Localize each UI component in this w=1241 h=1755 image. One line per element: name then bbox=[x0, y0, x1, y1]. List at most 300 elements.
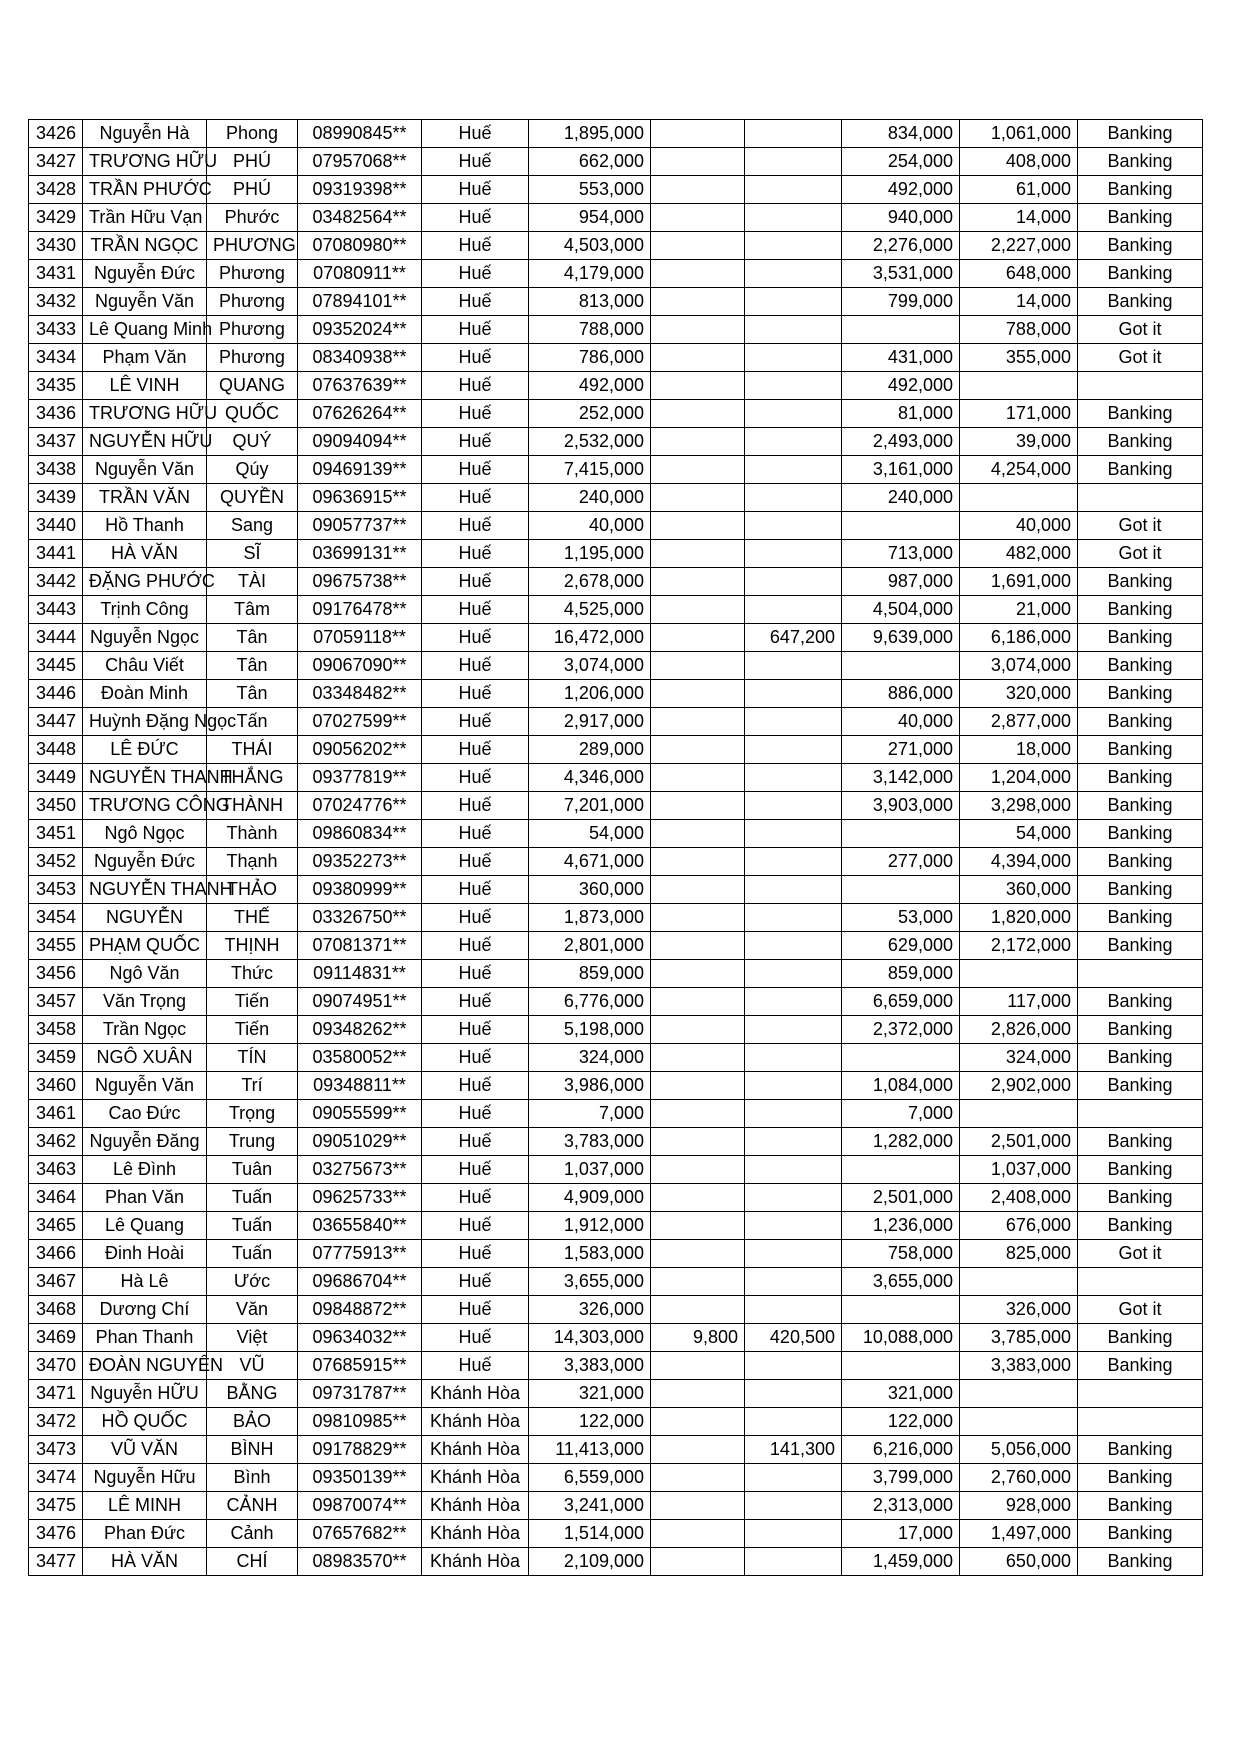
row-number-cell: 3431 bbox=[29, 260, 83, 288]
amount-col-4-cell: 1,691,000 bbox=[960, 568, 1078, 596]
total-amount-cell: 360,000 bbox=[529, 876, 651, 904]
amount-col-2-cell bbox=[745, 1184, 842, 1212]
payment-method-cell bbox=[1078, 484, 1203, 512]
family-name-cell: TRẦN NGỌC bbox=[83, 232, 207, 260]
row-number-cell: 3459 bbox=[29, 1044, 83, 1072]
amount-col-4-cell: 5,056,000 bbox=[960, 1436, 1078, 1464]
total-amount-cell: 813,000 bbox=[529, 288, 651, 316]
family-name-cell: TRƯƠNG HỮU bbox=[83, 148, 207, 176]
payment-method-cell: Banking bbox=[1078, 260, 1203, 288]
amount-col-4-cell: 676,000 bbox=[960, 1212, 1078, 1240]
amount-col-4-cell: 21,000 bbox=[960, 596, 1078, 624]
phone-cell: 07685915** bbox=[298, 1352, 422, 1380]
row-number-cell: 3436 bbox=[29, 400, 83, 428]
phone-cell: 03655840** bbox=[298, 1212, 422, 1240]
family-name-cell: ĐOÀN NGUYÊN bbox=[83, 1352, 207, 1380]
phone-cell: 09178829** bbox=[298, 1436, 422, 1464]
phone-cell: 09860834** bbox=[298, 820, 422, 848]
phone-cell: 07081371** bbox=[298, 932, 422, 960]
amount-col-1-cell bbox=[651, 120, 745, 148]
family-name-cell: HỒ QUỐC bbox=[83, 1408, 207, 1436]
amount-col-4-cell: 650,000 bbox=[960, 1548, 1078, 1576]
amount-col-3-cell: 713,000 bbox=[842, 540, 960, 568]
row-number-cell: 3447 bbox=[29, 708, 83, 736]
phone-cell: 03275673** bbox=[298, 1156, 422, 1184]
payment-method-cell bbox=[1078, 372, 1203, 400]
phone-cell: 09380999** bbox=[298, 876, 422, 904]
table-row bbox=[29, 708, 1203, 736]
given-name-cell: Tuấn bbox=[207, 1240, 298, 1268]
total-amount-cell: 3,655,000 bbox=[529, 1268, 651, 1296]
family-name-cell: LÊ MINH bbox=[83, 1492, 207, 1520]
amount-col-4-cell: 648,000 bbox=[960, 260, 1078, 288]
phone-cell: 07024776** bbox=[298, 792, 422, 820]
row-number-cell: 3429 bbox=[29, 204, 83, 232]
province-cell: Khánh Hòa bbox=[422, 1520, 529, 1548]
payment-method-cell: Banking bbox=[1078, 876, 1203, 904]
table-row bbox=[29, 1408, 1203, 1436]
province-cell: Huế bbox=[422, 988, 529, 1016]
family-name-cell: Hồ Thanh bbox=[83, 512, 207, 540]
total-amount-cell: 4,671,000 bbox=[529, 848, 651, 876]
row-number-cell: 3465 bbox=[29, 1212, 83, 1240]
payment-method-cell bbox=[1078, 1408, 1203, 1436]
payment-method-cell: Banking bbox=[1078, 680, 1203, 708]
province-cell: Huế bbox=[422, 204, 529, 232]
amount-col-2-cell bbox=[745, 1044, 842, 1072]
payment-method-cell: Banking bbox=[1078, 428, 1203, 456]
total-amount-cell: 3,383,000 bbox=[529, 1352, 651, 1380]
row-number-cell: 3440 bbox=[29, 512, 83, 540]
amount-col-4-cell: 3,785,000 bbox=[960, 1324, 1078, 1352]
amount-col-2-cell bbox=[745, 1492, 842, 1520]
amount-col-2-cell bbox=[745, 540, 842, 568]
amount-col-3-cell: 1,084,000 bbox=[842, 1072, 960, 1100]
total-amount-cell: 1,037,000 bbox=[529, 1156, 651, 1184]
table-row bbox=[29, 1352, 1203, 1380]
province-cell: Huế bbox=[422, 1184, 529, 1212]
amount-col-2-cell bbox=[745, 960, 842, 988]
amount-col-4-cell bbox=[960, 484, 1078, 512]
province-cell: Huế bbox=[422, 1044, 529, 1072]
amount-col-4-cell: 320,000 bbox=[960, 680, 1078, 708]
data-table bbox=[28, 119, 1203, 1576]
amount-col-4-cell: 54,000 bbox=[960, 820, 1078, 848]
row-number-cell: 3445 bbox=[29, 652, 83, 680]
amount-col-1-cell bbox=[651, 1296, 745, 1324]
phone-cell: 07775913** bbox=[298, 1240, 422, 1268]
family-name-cell: Nguyễn Đức bbox=[83, 260, 207, 288]
amount-col-2-cell bbox=[745, 1268, 842, 1296]
total-amount-cell: 4,346,000 bbox=[529, 764, 651, 792]
given-name-cell: THỊNH bbox=[207, 932, 298, 960]
given-name-cell: PHƯƠNG bbox=[207, 232, 298, 260]
family-name-cell: Nguyễn Văn bbox=[83, 288, 207, 316]
given-name-cell: Tiến bbox=[207, 988, 298, 1016]
family-name-cell: TRẦN VĂN bbox=[83, 484, 207, 512]
payment-method-cell: Got it bbox=[1078, 316, 1203, 344]
payment-method-cell: Banking bbox=[1078, 904, 1203, 932]
row-number-cell: 3467 bbox=[29, 1268, 83, 1296]
total-amount-cell: 492,000 bbox=[529, 372, 651, 400]
amount-col-4-cell: 3,383,000 bbox=[960, 1352, 1078, 1380]
amount-col-2-cell bbox=[745, 932, 842, 960]
amount-col-3-cell: 6,216,000 bbox=[842, 1436, 960, 1464]
phone-cell: 03580052** bbox=[298, 1044, 422, 1072]
amount-col-3-cell: 53,000 bbox=[842, 904, 960, 932]
family-name-cell: Nguyễn Hữu bbox=[83, 1464, 207, 1492]
table-row bbox=[29, 316, 1203, 344]
amount-col-4-cell bbox=[960, 1408, 1078, 1436]
payment-method-cell: Banking bbox=[1078, 232, 1203, 260]
table-row bbox=[29, 848, 1203, 876]
amount-col-4-cell: 6,186,000 bbox=[960, 624, 1078, 652]
given-name-cell: THẾ bbox=[207, 904, 298, 932]
amount-col-2-cell bbox=[745, 1520, 842, 1548]
amount-col-4-cell: 2,172,000 bbox=[960, 932, 1078, 960]
amount-col-1-cell bbox=[651, 204, 745, 232]
total-amount-cell: 1,895,000 bbox=[529, 120, 651, 148]
row-number-cell: 3444 bbox=[29, 624, 83, 652]
amount-col-3-cell: 431,000 bbox=[842, 344, 960, 372]
total-amount-cell: 1,873,000 bbox=[529, 904, 651, 932]
row-number-cell: 3471 bbox=[29, 1380, 83, 1408]
amount-col-4-cell: 4,254,000 bbox=[960, 456, 1078, 484]
row-number-cell: 3452 bbox=[29, 848, 83, 876]
phone-cell: 09352024** bbox=[298, 316, 422, 344]
row-number-cell: 3453 bbox=[29, 876, 83, 904]
amount-col-3-cell: 886,000 bbox=[842, 680, 960, 708]
amount-col-4-cell: 117,000 bbox=[960, 988, 1078, 1016]
total-amount-cell: 3,241,000 bbox=[529, 1492, 651, 1520]
total-amount-cell: 2,801,000 bbox=[529, 932, 651, 960]
payment-method-cell bbox=[1078, 1100, 1203, 1128]
given-name-cell: Tuấn bbox=[207, 1212, 298, 1240]
total-amount-cell: 2,917,000 bbox=[529, 708, 651, 736]
amount-col-3-cell: 3,655,000 bbox=[842, 1268, 960, 1296]
province-cell: Huế bbox=[422, 428, 529, 456]
given-name-cell: Thức bbox=[207, 960, 298, 988]
amount-col-3-cell: 321,000 bbox=[842, 1380, 960, 1408]
table-row bbox=[29, 736, 1203, 764]
row-number-cell: 3427 bbox=[29, 148, 83, 176]
province-cell: Huế bbox=[422, 680, 529, 708]
row-number-cell: 3430 bbox=[29, 232, 83, 260]
amount-col-3-cell: 2,493,000 bbox=[842, 428, 960, 456]
amount-col-4-cell: 1,820,000 bbox=[960, 904, 1078, 932]
table-row bbox=[29, 372, 1203, 400]
family-name-cell: Đinh Hoài bbox=[83, 1240, 207, 1268]
amount-col-4-cell: 326,000 bbox=[960, 1296, 1078, 1324]
phone-cell: 09469139** bbox=[298, 456, 422, 484]
province-cell: Huế bbox=[422, 1296, 529, 1324]
province-cell: Huế bbox=[422, 176, 529, 204]
family-name-cell: Nguyễn Văn bbox=[83, 1072, 207, 1100]
province-cell: Huế bbox=[422, 1324, 529, 1352]
province-cell: Huế bbox=[422, 288, 529, 316]
amount-col-3-cell bbox=[842, 652, 960, 680]
amount-col-2-cell bbox=[745, 876, 842, 904]
row-number-cell: 3428 bbox=[29, 176, 83, 204]
amount-col-1-cell bbox=[651, 904, 745, 932]
amount-col-4-cell: 2,501,000 bbox=[960, 1128, 1078, 1156]
total-amount-cell: 788,000 bbox=[529, 316, 651, 344]
phone-cell: 09625733** bbox=[298, 1184, 422, 1212]
phone-cell: 09114831** bbox=[298, 960, 422, 988]
total-amount-cell: 2,532,000 bbox=[529, 428, 651, 456]
row-number-cell: 3435 bbox=[29, 372, 83, 400]
phone-cell: 09731787** bbox=[298, 1380, 422, 1408]
province-cell: Huế bbox=[422, 736, 529, 764]
amount-col-3-cell bbox=[842, 1156, 960, 1184]
amount-col-1-cell bbox=[651, 988, 745, 1016]
row-number-cell: 3426 bbox=[29, 120, 83, 148]
table-row bbox=[29, 1296, 1203, 1324]
province-cell: Huế bbox=[422, 624, 529, 652]
total-amount-cell: 326,000 bbox=[529, 1296, 651, 1324]
phone-cell: 09810985** bbox=[298, 1408, 422, 1436]
family-name-cell: NGÔ XUÂN bbox=[83, 1044, 207, 1072]
total-amount-cell: 1,514,000 bbox=[529, 1520, 651, 1548]
province-cell: Huế bbox=[422, 764, 529, 792]
family-name-cell: Ngô Văn bbox=[83, 960, 207, 988]
given-name-cell: Tân bbox=[207, 652, 298, 680]
table-row bbox=[29, 1324, 1203, 1352]
province-cell: Huế bbox=[422, 1016, 529, 1044]
amount-col-1-cell bbox=[651, 1128, 745, 1156]
given-name-cell: Trọng bbox=[207, 1100, 298, 1128]
phone-cell: 09067090** bbox=[298, 652, 422, 680]
amount-col-2-cell bbox=[745, 1296, 842, 1324]
given-name-cell: Việt bbox=[207, 1324, 298, 1352]
payment-method-cell: Got it bbox=[1078, 512, 1203, 540]
row-number-cell: 3475 bbox=[29, 1492, 83, 1520]
family-name-cell: Lê Quang Minh bbox=[83, 316, 207, 344]
amount-col-3-cell: 254,000 bbox=[842, 148, 960, 176]
amount-col-2-cell bbox=[745, 1100, 842, 1128]
phone-cell: 09350139** bbox=[298, 1464, 422, 1492]
row-number-cell: 3443 bbox=[29, 596, 83, 624]
province-cell: Khánh Hòa bbox=[422, 1380, 529, 1408]
amount-col-3-cell: 987,000 bbox=[842, 568, 960, 596]
table-row bbox=[29, 1520, 1203, 1548]
given-name-cell: Phương bbox=[207, 316, 298, 344]
amount-col-1-cell bbox=[651, 1240, 745, 1268]
amount-col-1-cell bbox=[651, 1548, 745, 1576]
amount-col-2-cell bbox=[745, 652, 842, 680]
table-row bbox=[29, 232, 1203, 260]
phone-cell: 07626264** bbox=[298, 400, 422, 428]
table-row bbox=[29, 960, 1203, 988]
amount-col-1-cell bbox=[651, 344, 745, 372]
row-number-cell: 3463 bbox=[29, 1156, 83, 1184]
given-name-cell: PHÚ bbox=[207, 176, 298, 204]
table-row bbox=[29, 1156, 1203, 1184]
given-name-cell: SĨ bbox=[207, 540, 298, 568]
total-amount-cell: 240,000 bbox=[529, 484, 651, 512]
amount-col-2-cell bbox=[745, 512, 842, 540]
amount-col-2-cell bbox=[745, 316, 842, 344]
table-row bbox=[29, 1100, 1203, 1128]
table-body bbox=[29, 120, 1203, 1576]
province-cell: Huế bbox=[422, 1072, 529, 1100]
table-row bbox=[29, 400, 1203, 428]
family-name-cell: ĐẶNG PHƯỚC bbox=[83, 568, 207, 596]
amount-col-4-cell: 928,000 bbox=[960, 1492, 1078, 1520]
province-cell: Huế bbox=[422, 148, 529, 176]
amount-col-4-cell bbox=[960, 1380, 1078, 1408]
amount-col-2-cell bbox=[745, 764, 842, 792]
amount-col-2-cell bbox=[745, 1128, 842, 1156]
given-name-cell: Tân bbox=[207, 624, 298, 652]
amount-col-3-cell: 10,088,000 bbox=[842, 1324, 960, 1352]
province-cell: Huế bbox=[422, 932, 529, 960]
amount-col-1-cell bbox=[651, 1492, 745, 1520]
payment-method-cell bbox=[1078, 1380, 1203, 1408]
amount-col-4-cell bbox=[960, 1100, 1078, 1128]
total-amount-cell: 4,179,000 bbox=[529, 260, 651, 288]
given-name-cell: Thạnh bbox=[207, 848, 298, 876]
row-number-cell: 3474 bbox=[29, 1464, 83, 1492]
given-name-cell: THÁI bbox=[207, 736, 298, 764]
total-amount-cell: 122,000 bbox=[529, 1408, 651, 1436]
amount-col-1-cell bbox=[651, 400, 745, 428]
amount-col-1-cell bbox=[651, 1436, 745, 1464]
payment-method-cell: Banking bbox=[1078, 624, 1203, 652]
total-amount-cell: 7,000 bbox=[529, 1100, 651, 1128]
amount-col-2-cell bbox=[745, 260, 842, 288]
amount-col-3-cell: 3,142,000 bbox=[842, 764, 960, 792]
phone-cell: 07080911** bbox=[298, 260, 422, 288]
phone-cell: 07059118** bbox=[298, 624, 422, 652]
family-name-cell: VŨ VĂN bbox=[83, 1436, 207, 1464]
amount-col-1-cell bbox=[651, 1520, 745, 1548]
amount-col-4-cell: 2,902,000 bbox=[960, 1072, 1078, 1100]
table-row bbox=[29, 568, 1203, 596]
payment-method-cell: Banking bbox=[1078, 1352, 1203, 1380]
total-amount-cell: 252,000 bbox=[529, 400, 651, 428]
amount-col-3-cell: 7,000 bbox=[842, 1100, 960, 1128]
amount-col-4-cell: 2,227,000 bbox=[960, 232, 1078, 260]
table-row bbox=[29, 540, 1203, 568]
amount-col-4-cell: 14,000 bbox=[960, 288, 1078, 316]
table-row bbox=[29, 624, 1203, 652]
amount-col-4-cell: 39,000 bbox=[960, 428, 1078, 456]
total-amount-cell: 662,000 bbox=[529, 148, 651, 176]
amount-col-3-cell: 1,282,000 bbox=[842, 1128, 960, 1156]
phone-cell: 07894101** bbox=[298, 288, 422, 316]
province-cell: Huế bbox=[422, 400, 529, 428]
total-amount-cell: 2,109,000 bbox=[529, 1548, 651, 1576]
payment-method-cell: Got it bbox=[1078, 1240, 1203, 1268]
amount-col-1-cell bbox=[651, 372, 745, 400]
province-cell: Huế bbox=[422, 372, 529, 400]
total-amount-cell: 2,678,000 bbox=[529, 568, 651, 596]
amount-col-1-cell bbox=[651, 792, 745, 820]
payment-method-cell: Banking bbox=[1078, 288, 1203, 316]
total-amount-cell: 40,000 bbox=[529, 512, 651, 540]
family-name-cell: PHẠM QUỐC bbox=[83, 932, 207, 960]
amount-col-3-cell: 1,459,000 bbox=[842, 1548, 960, 1576]
payment-method-cell: Banking bbox=[1078, 120, 1203, 148]
given-name-cell: Tâm bbox=[207, 596, 298, 624]
amount-col-3-cell: 277,000 bbox=[842, 848, 960, 876]
total-amount-cell: 1,912,000 bbox=[529, 1212, 651, 1240]
amount-col-1-cell bbox=[651, 708, 745, 736]
phone-cell: 03482564** bbox=[298, 204, 422, 232]
total-amount-cell: 7,201,000 bbox=[529, 792, 651, 820]
amount-col-2-cell bbox=[745, 1408, 842, 1436]
given-name-cell: THÀNH bbox=[207, 792, 298, 820]
table-row bbox=[29, 1436, 1203, 1464]
given-name-cell: Trung bbox=[207, 1128, 298, 1156]
province-cell: Huế bbox=[422, 1100, 529, 1128]
payment-method-cell: Banking bbox=[1078, 1212, 1203, 1240]
table-row bbox=[29, 1240, 1203, 1268]
phone-cell: 09319398** bbox=[298, 176, 422, 204]
table-row bbox=[29, 820, 1203, 848]
given-name-cell: Tiến bbox=[207, 1016, 298, 1044]
amount-col-3-cell bbox=[842, 1044, 960, 1072]
amount-col-2-cell bbox=[745, 1240, 842, 1268]
total-amount-cell: 859,000 bbox=[529, 960, 651, 988]
total-amount-cell: 1,206,000 bbox=[529, 680, 651, 708]
phone-cell: 07657682** bbox=[298, 1520, 422, 1548]
given-name-cell: Phương bbox=[207, 260, 298, 288]
amount-col-2-cell bbox=[745, 484, 842, 512]
payment-method-cell: Banking bbox=[1078, 820, 1203, 848]
payment-method-cell: Banking bbox=[1078, 988, 1203, 1016]
row-number-cell: 3457 bbox=[29, 988, 83, 1016]
amount-col-2-cell bbox=[745, 1380, 842, 1408]
table-row bbox=[29, 1548, 1203, 1576]
amount-col-4-cell: 825,000 bbox=[960, 1240, 1078, 1268]
amount-col-2-cell bbox=[745, 372, 842, 400]
amount-col-2-cell bbox=[745, 904, 842, 932]
phone-cell: 09686704** bbox=[298, 1268, 422, 1296]
amount-col-2-cell bbox=[745, 456, 842, 484]
given-name-cell: QUYỀN bbox=[207, 484, 298, 512]
amount-col-4-cell: 14,000 bbox=[960, 204, 1078, 232]
payment-method-cell: Banking bbox=[1078, 764, 1203, 792]
payment-method-cell bbox=[1078, 960, 1203, 988]
province-cell: Khánh Hòa bbox=[422, 1492, 529, 1520]
table-row bbox=[29, 204, 1203, 232]
amount-col-3-cell: 4,504,000 bbox=[842, 596, 960, 624]
payment-method-cell: Banking bbox=[1078, 148, 1203, 176]
amount-col-3-cell: 9,639,000 bbox=[842, 624, 960, 652]
payment-method-cell: Banking bbox=[1078, 848, 1203, 876]
amount-col-1-cell bbox=[651, 540, 745, 568]
given-name-cell: Tuân bbox=[207, 1156, 298, 1184]
table-row bbox=[29, 904, 1203, 932]
phone-cell: 09057737** bbox=[298, 512, 422, 540]
payment-method-cell: Banking bbox=[1078, 1436, 1203, 1464]
family-name-cell: Lê Đình bbox=[83, 1156, 207, 1184]
amount-col-1-cell bbox=[651, 820, 745, 848]
payment-method-cell: Banking bbox=[1078, 176, 1203, 204]
phone-cell: 07080980** bbox=[298, 232, 422, 260]
amount-col-4-cell: 3,074,000 bbox=[960, 652, 1078, 680]
row-number-cell: 3446 bbox=[29, 680, 83, 708]
phone-cell: 03348482** bbox=[298, 680, 422, 708]
given-name-cell: Thành bbox=[207, 820, 298, 848]
total-amount-cell: 6,559,000 bbox=[529, 1464, 651, 1492]
province-cell: Huế bbox=[422, 792, 529, 820]
payment-method-cell: Got it bbox=[1078, 344, 1203, 372]
table-row bbox=[29, 512, 1203, 540]
province-cell: Huế bbox=[422, 120, 529, 148]
